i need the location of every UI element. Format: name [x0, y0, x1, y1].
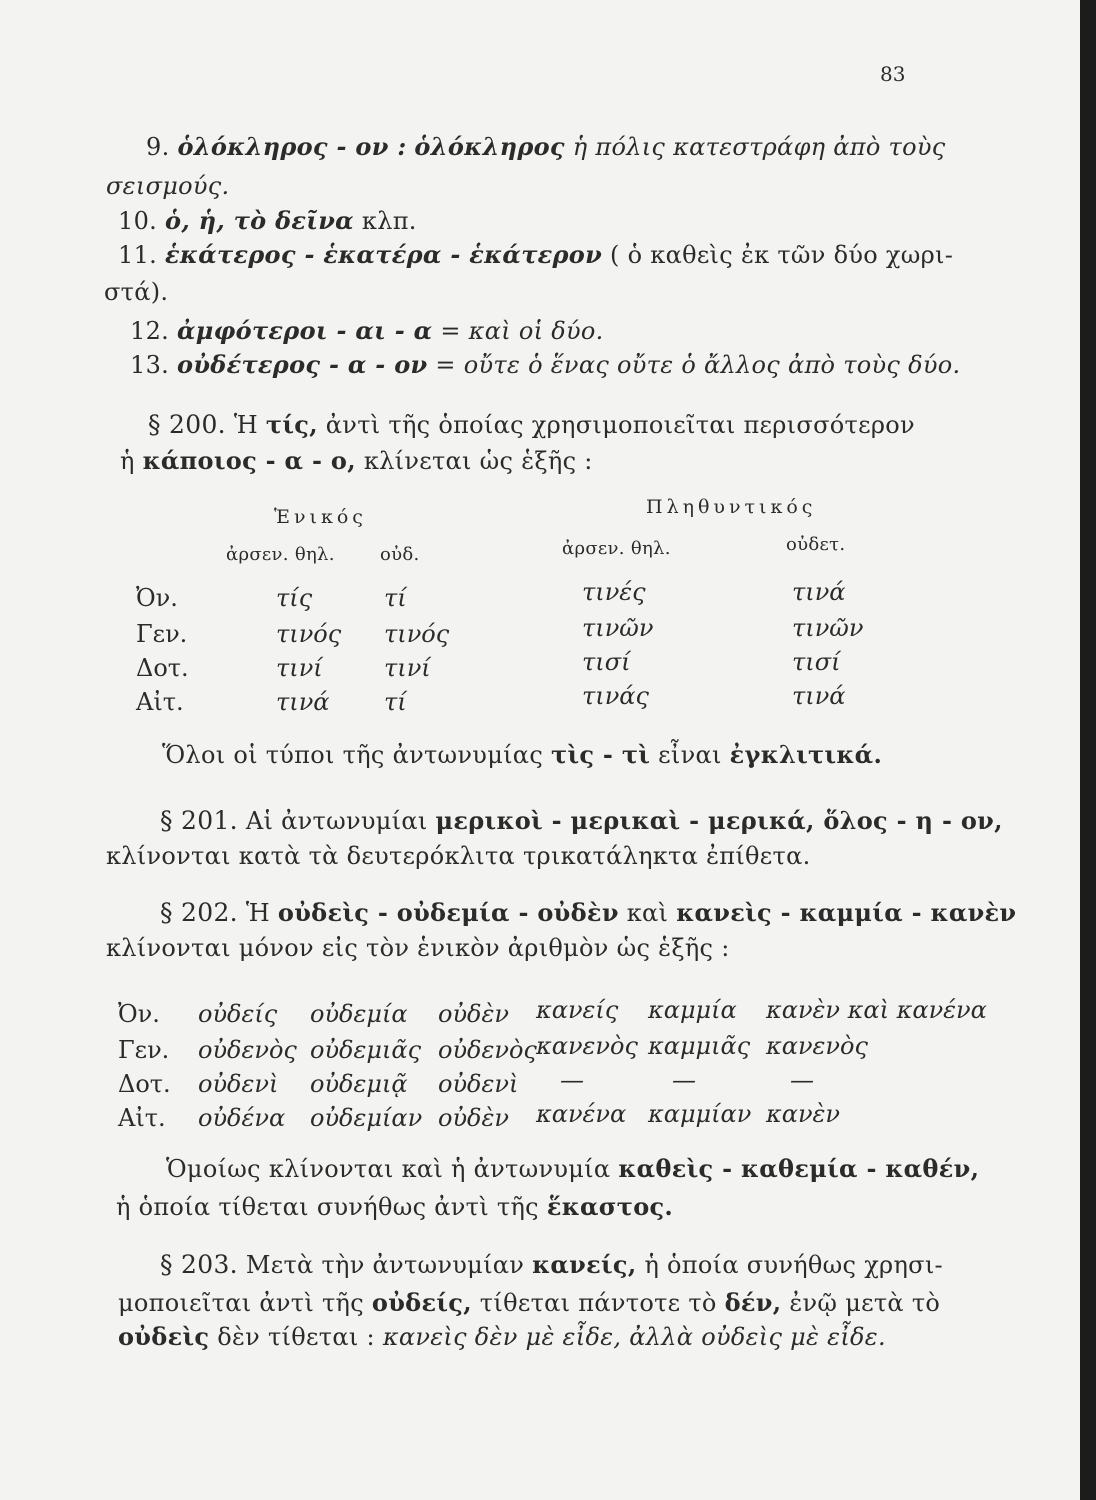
item-9 [146, 132, 946, 161]
table-cell: τινές [582, 578, 646, 606]
bold-term: καθεὶς - καθεμία - καθέν, [618, 1154, 980, 1183]
item-number: 11. [118, 241, 158, 269]
item-13 [130, 350, 960, 379]
text: καὶ [626, 899, 669, 927]
table-cell: οὐδεμιᾶς [310, 1036, 422, 1064]
table-cell: οὐδὲν [438, 1104, 509, 1132]
item-headword: ἑκάτερος - ἑκατέρα - ἑκάτερον [165, 240, 603, 269]
bold-term: τίς, [265, 410, 318, 439]
item-number: 12. [130, 317, 170, 345]
table-cell: οὐδενὶ [198, 1070, 279, 1098]
bold-term: κανείς, [532, 1250, 637, 1279]
item-text: = οὔτε ὁ ἕνας οὔτε ὁ ἄλλος ἀπὸ τοὺς δύο. [435, 351, 961, 379]
item-9-continuation: σεισμούς. [106, 172, 230, 200]
bold-term: κανεὶς - καμμία - κανὲν [676, 898, 1017, 927]
example-bold: ὁλόκληρος [414, 132, 565, 161]
text: ἡ ὁποία συνήθως χρησι- [644, 1251, 943, 1279]
bold-term: ἕκαστος. [546, 1192, 674, 1221]
section-202-line-2: κλίνονται μόνον εἰς τὸν ἑνικὸν ἀριθμὸν ὡς ἑξῆς : [106, 934, 730, 962]
table-cell: τισί [582, 648, 631, 676]
table-cell: τινί [276, 654, 323, 682]
header-plural: Πληθυντικός [646, 496, 817, 518]
binding-edge [1080, 0, 1096, 1500]
bold-term: οὐδείς, [371, 1288, 472, 1317]
table-cell: καμμία [648, 996, 737, 1024]
item-headword: ὁ, ἡ, τὸ δεῖνα [165, 206, 354, 235]
text: Ἡ [233, 411, 258, 439]
subheader-arsen-thil-plural: ἀρσεν. θηλ. [562, 538, 671, 559]
item-11-continuation: στά). [104, 278, 169, 306]
table-cell: κανένα [536, 1100, 627, 1128]
text: δὲν τίθεται : [217, 1323, 375, 1351]
bold-term: δέν, [724, 1288, 782, 1317]
item-headword: ἀμφότεροι - αι - α [177, 316, 433, 345]
text: τίθεται πάντοτε τὸ [479, 1289, 717, 1317]
table-cell: τινός [276, 620, 342, 648]
case-label: Δοτ. [118, 1070, 171, 1098]
table-cell: — [560, 1066, 584, 1094]
table-cell: οὐδεμία [310, 1000, 408, 1028]
text: μοποιεῖται ἀντὶ τῆς [118, 1289, 364, 1317]
table-cell: οὐδενὸς [438, 1036, 537, 1064]
item-headword: ὁλόκληρος - ον : [177, 132, 407, 161]
text: Ἡ [245, 899, 270, 927]
page-number: 83 [880, 62, 906, 86]
item-text: = καὶ οἱ δύο. [440, 317, 604, 345]
item-12 [130, 316, 604, 345]
table-cell: κανενὸς [536, 1032, 638, 1060]
case-label: Αἰτ. [136, 688, 184, 716]
table-cell: τινά [792, 682, 846, 710]
table-cell: οὐδένα [198, 1104, 286, 1132]
section-203-line-1 [160, 1250, 943, 1279]
text: εἶναι [658, 741, 722, 769]
bold-term: οὐδεὶς [118, 1322, 210, 1351]
section-202-line-1 [160, 898, 1016, 927]
section-number: § 200. [148, 410, 226, 439]
table-cell: οὐδεμιᾷ [310, 1070, 408, 1098]
section-number: § 202. [160, 898, 238, 927]
section-number: § 201. [160, 806, 238, 835]
section-203-line-2 [118, 1288, 940, 1317]
section-201-line-2: κλίνονται κατὰ τὰ δευτερόκλιτα τρικατάληκτα ἐπίθετα. [106, 842, 811, 870]
item-number: 13. [130, 351, 170, 379]
table-cell: τί [384, 584, 407, 612]
table-cell: καμμιᾶς [648, 1032, 751, 1060]
table-cell: οὐδεμίαν [310, 1104, 423, 1132]
example-text: ἡ πόλις κατεστράφη ἀπὸ τοὺς [572, 133, 946, 161]
note-katheis-line-1 [166, 1154, 979, 1183]
table-cell: τισί [792, 648, 841, 676]
section-number: § 203. [160, 1250, 238, 1279]
item-headword: οὐδέτερος - α - ον [177, 350, 428, 379]
case-label: Γεν. [118, 1036, 170, 1064]
table-cell: τινί [384, 654, 431, 682]
case-label: Αἰτ. [118, 1104, 166, 1132]
text: Μετὰ τὴν ἀντωνυμίαν [245, 1251, 525, 1279]
note-katheis-line-2 [116, 1192, 673, 1221]
item-text: ( ὁ καθεὶς ἐκ τῶν δύο χωρι- [610, 241, 954, 269]
item-text: κλπ. [361, 207, 417, 235]
case-label: Ὀν. [136, 584, 178, 612]
subheader-oud-singular: οὐδ. [380, 544, 420, 565]
table-cell: κανείς [536, 996, 619, 1024]
text: Ὅλοι οἱ τύποι τῆς ἀντωνυμίας [162, 741, 544, 769]
table-cell: οὐδενὶ [438, 1070, 519, 1098]
section-201-line-1 [160, 806, 1003, 835]
text: ἡ [120, 447, 135, 475]
text: ἡ ὁποία τίθεται συνήθως ἀντὶ τῆς [116, 1193, 539, 1221]
case-label: Γεν. [136, 620, 188, 648]
table-cell: οὐδὲν [438, 1000, 509, 1028]
table-cell: καμμίαν [648, 1100, 752, 1128]
note-enclitic [162, 740, 882, 769]
bold-term: κάποιος - α - ο, [142, 446, 356, 475]
table-cell: οὐδενὸς [198, 1036, 297, 1064]
item-number: 10. [118, 207, 158, 235]
table-cell: κανενὸς [766, 1032, 868, 1060]
case-label: Δοτ. [136, 654, 189, 682]
bold-term: ἐγκλιτικά. [729, 740, 883, 769]
table-cell: κανὲν [766, 1100, 841, 1128]
text: ἀντὶ τῆς ὁποίας χρησιμοποιεῖται περισσότερον [325, 411, 915, 439]
bold-term: τὶς - τὶ [551, 740, 651, 769]
example-text: κανεὶς δὲν μὲ εἶδε, ἀλλὰ οὐδεὶς μὲ εἶδε. [382, 1323, 886, 1351]
table-cell: τινός [384, 620, 450, 648]
subheader-arsen-thil-singular: ἀρσεν. θηλ. [226, 544, 335, 565]
text: Ὁμοίως κλίνονται καὶ ἡ ἀντωνυμία [166, 1155, 611, 1183]
case-label: Ὀν. [118, 1000, 160, 1028]
table-cell: οὐδείς [198, 1000, 278, 1028]
text: Αἱ ἀντωνυμίαι [245, 807, 428, 835]
section-203-line-3 [118, 1322, 886, 1351]
item-number: 9. [146, 133, 170, 161]
header-singular: Ἑνικός [274, 506, 367, 528]
section-200-line-2 [120, 446, 593, 475]
bold-term: μερικοὶ - μερικαὶ - μερικά, ὅλος - η - ον, [435, 806, 1003, 835]
table-cell: κανὲν καὶ κανένα [766, 996, 987, 1024]
table-cell: — [790, 1066, 814, 1094]
text: ἐνῷ μετὰ τὸ [789, 1289, 941, 1317]
text: κλίνεται ὡς ἑξῆς : [363, 447, 593, 475]
table-cell: τινῶν [792, 614, 864, 642]
table-cell: τίς [276, 584, 313, 612]
item-10 [118, 206, 417, 235]
section-200-line-1 [148, 410, 915, 439]
table-cell: τινά [276, 688, 330, 716]
table-cell: τινάς [582, 682, 649, 710]
item-11 [118, 240, 953, 269]
table-cell: τινῶν [582, 614, 654, 642]
subheader-oud-plural: οὐδετ. [786, 534, 846, 555]
table-cell: τινά [792, 578, 846, 606]
table-cell: τί [384, 688, 407, 716]
table-cell: — [672, 1066, 696, 1094]
bold-term: οὐδεὶς - οὐδεμία - οὐδὲν [277, 898, 619, 927]
